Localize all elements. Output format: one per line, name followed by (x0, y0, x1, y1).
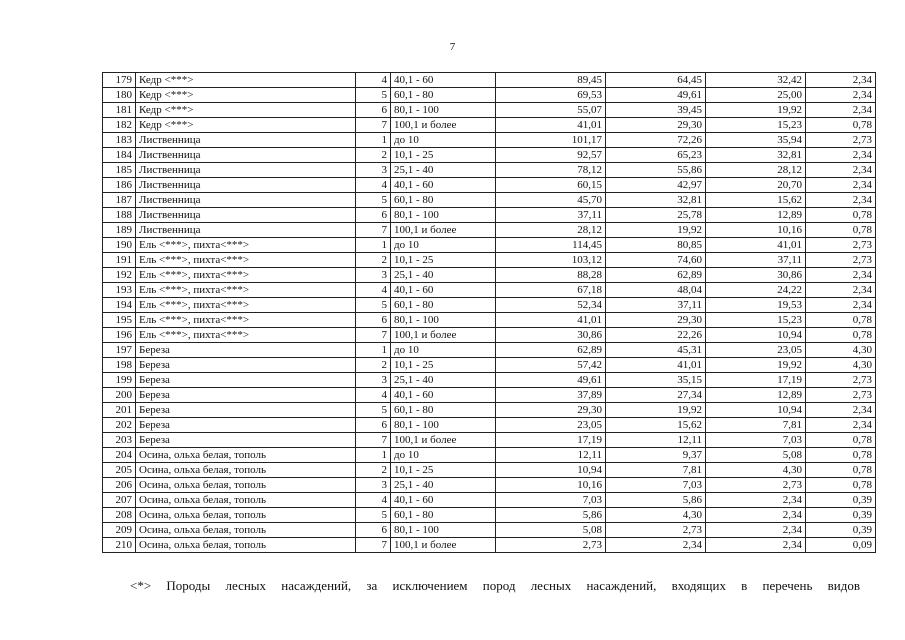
rate-cell-4: 2,73 (806, 388, 876, 403)
age-range-cell: 60,1 - 80 (391, 508, 496, 523)
species-cell: Береза (136, 433, 356, 448)
age-range-cell: 100,1 и более (391, 118, 496, 133)
rate-cell-3: 15,23 (706, 313, 806, 328)
age-group-cell: 6 (356, 418, 391, 433)
rate-cell-1: 17,19 (496, 433, 606, 448)
table-row (103, 118, 876, 133)
age-group-cell: 1 (356, 238, 391, 253)
age-group-cell: 4 (356, 283, 391, 298)
rate-cell-3: 19,92 (706, 358, 806, 373)
species-cell: Осина, ольха белая, тополь (136, 523, 356, 538)
rate-cell-3: 2,34 (706, 493, 806, 508)
age-range-cell: 40,1 - 60 (391, 283, 496, 298)
table-row (103, 283, 876, 298)
rate-cell-1: 41,01 (496, 118, 606, 133)
row-number-cell: 195 (103, 313, 136, 328)
row-number-cell: 205 (103, 463, 136, 478)
age-group-cell: 1 (356, 343, 391, 358)
rate-cell-2: 62,89 (606, 268, 706, 283)
rate-cell-1: 45,70 (496, 193, 606, 208)
age-range-cell: 60,1 - 80 (391, 193, 496, 208)
age-range-cell: 100,1 и более (391, 433, 496, 448)
rate-cell-2: 22,26 (606, 328, 706, 343)
table-row (103, 478, 876, 493)
rate-cell-4: 0,78 (806, 478, 876, 493)
species-cell: Береза (136, 343, 356, 358)
row-number-cell: 206 (103, 478, 136, 493)
rate-cell-1: 23,05 (496, 418, 606, 433)
row-number-cell: 181 (103, 103, 136, 118)
age-range-cell: 40,1 - 60 (391, 493, 496, 508)
table-row (103, 313, 876, 328)
age-group-cell: 7 (356, 223, 391, 238)
rate-cell-4: 0,39 (806, 523, 876, 538)
table-row (103, 298, 876, 313)
rate-cell-4: 0,78 (806, 223, 876, 238)
rate-cell-3: 5,08 (706, 448, 806, 463)
rate-cell-3: 35,94 (706, 133, 806, 148)
table-row (103, 133, 876, 148)
rate-cell-2: 42,97 (606, 178, 706, 193)
table-row (103, 163, 876, 178)
species-cell: Кедр <***> (136, 88, 356, 103)
table-row (103, 403, 876, 418)
rate-cell-1: 37,11 (496, 208, 606, 223)
age-group-cell: 7 (356, 328, 391, 343)
rates-table (102, 72, 876, 553)
rate-cell-3: 15,62 (706, 193, 806, 208)
rate-cell-4: 0,78 (806, 118, 876, 133)
rate-cell-3: 19,53 (706, 298, 806, 313)
rate-cell-3: 25,00 (706, 88, 806, 103)
age-range-cell: 40,1 - 60 (391, 73, 496, 88)
age-range-cell: 80,1 - 100 (391, 418, 496, 433)
row-number-cell: 185 (103, 163, 136, 178)
age-range-cell: 10,1 - 25 (391, 253, 496, 268)
age-group-cell: 7 (356, 433, 391, 448)
table-row (103, 508, 876, 523)
rate-cell-4: 2,34 (806, 88, 876, 103)
rate-cell-4: 4,30 (806, 343, 876, 358)
age-range-cell: 80,1 - 100 (391, 523, 496, 538)
table-row (103, 448, 876, 463)
rate-cell-3: 10,94 (706, 403, 806, 418)
rate-cell-3: 12,89 (706, 208, 806, 223)
age-group-cell: 5 (356, 193, 391, 208)
rate-cell-3: 32,42 (706, 73, 806, 88)
age-range-cell: 40,1 - 60 (391, 388, 496, 403)
rate-cell-1: 60,15 (496, 178, 606, 193)
row-number-cell: 180 (103, 88, 136, 103)
age-group-cell: 4 (356, 178, 391, 193)
table-row (103, 373, 876, 388)
row-number-cell: 210 (103, 538, 136, 553)
rate-cell-3: 23,05 (706, 343, 806, 358)
row-number-cell: 203 (103, 433, 136, 448)
rate-cell-4: 2,34 (806, 283, 876, 298)
table-row (103, 433, 876, 448)
age-group-cell: 2 (356, 358, 391, 373)
rate-cell-3: 15,23 (706, 118, 806, 133)
rate-cell-1: 5,86 (496, 508, 606, 523)
species-cell: Осина, ольха белая, тополь (136, 508, 356, 523)
rate-cell-4: 0,09 (806, 538, 876, 553)
rate-cell-4: 0,78 (806, 448, 876, 463)
age-range-cell: 25,1 - 40 (391, 268, 496, 283)
rate-cell-3: 30,86 (706, 268, 806, 283)
rate-cell-2: 72,26 (606, 133, 706, 148)
age-group-cell: 4 (356, 388, 391, 403)
row-number-cell: 200 (103, 388, 136, 403)
table-row (103, 178, 876, 193)
species-cell: Кедр <***> (136, 103, 356, 118)
rate-cell-2: 7,81 (606, 463, 706, 478)
species-cell: Береза (136, 418, 356, 433)
rate-cell-4: 0,78 (806, 433, 876, 448)
rate-cell-2: 65,23 (606, 148, 706, 163)
rate-cell-2: 32,81 (606, 193, 706, 208)
species-cell: Кедр <***> (136, 118, 356, 133)
table-row (103, 523, 876, 538)
rate-cell-3: 10,94 (706, 328, 806, 343)
species-cell: Лиственница (136, 163, 356, 178)
rate-cell-1: 30,86 (496, 328, 606, 343)
rate-cell-3: 19,92 (706, 103, 806, 118)
rate-cell-2: 4,30 (606, 508, 706, 523)
rate-cell-2: 74,60 (606, 253, 706, 268)
age-range-cell: 80,1 - 100 (391, 103, 496, 118)
rate-cell-3: 12,89 (706, 388, 806, 403)
rate-cell-3: 2,34 (706, 508, 806, 523)
rate-cell-3: 41,01 (706, 238, 806, 253)
table-row (103, 418, 876, 433)
rate-cell-2: 64,45 (606, 73, 706, 88)
rate-cell-1: 114,45 (496, 238, 606, 253)
species-cell: Береза (136, 373, 356, 388)
rate-cell-2: 29,30 (606, 313, 706, 328)
age-range-cell: до 10 (391, 238, 496, 253)
table-row (103, 88, 876, 103)
age-group-cell: 4 (356, 73, 391, 88)
table-row (103, 253, 876, 268)
rate-cell-2: 15,62 (606, 418, 706, 433)
row-number-cell: 183 (103, 133, 136, 148)
age-range-cell: 100,1 и более (391, 538, 496, 553)
rate-cell-1: 10,94 (496, 463, 606, 478)
rate-cell-2: 35,15 (606, 373, 706, 388)
age-group-cell: 7 (356, 538, 391, 553)
species-cell: Лиственница (136, 193, 356, 208)
table-row (103, 148, 876, 163)
rate-cell-4: 2,34 (806, 163, 876, 178)
rate-cell-2: 29,30 (606, 118, 706, 133)
age-range-cell: 80,1 - 100 (391, 313, 496, 328)
age-group-cell: 3 (356, 478, 391, 493)
rate-cell-2: 80,85 (606, 238, 706, 253)
age-range-cell: 10,1 - 25 (391, 463, 496, 478)
rate-cell-3: 4,30 (706, 463, 806, 478)
species-cell: Кедр <***> (136, 73, 356, 88)
rate-cell-4: 0,78 (806, 208, 876, 223)
rate-cell-3: 10,16 (706, 223, 806, 238)
age-range-cell: 100,1 и более (391, 223, 496, 238)
rate-cell-1: 92,57 (496, 148, 606, 163)
age-range-cell: 60,1 - 80 (391, 403, 496, 418)
species-cell: Осина, ольха белая, тополь (136, 478, 356, 493)
rate-cell-2: 12,11 (606, 433, 706, 448)
age-group-cell: 5 (356, 508, 391, 523)
age-group-cell: 2 (356, 148, 391, 163)
rate-cell-2: 39,45 (606, 103, 706, 118)
rate-cell-4: 0,39 (806, 493, 876, 508)
table-row (103, 268, 876, 283)
age-range-cell: 80,1 - 100 (391, 208, 496, 223)
rate-cell-2: 19,92 (606, 403, 706, 418)
rate-cell-4: 2,73 (806, 373, 876, 388)
age-group-cell: 6 (356, 103, 391, 118)
table-row (103, 103, 876, 118)
species-cell: Ель <***>, пихта<***> (136, 313, 356, 328)
species-cell: Ель <***>, пихта<***> (136, 298, 356, 313)
table-body (103, 73, 876, 553)
rate-cell-2: 2,73 (606, 523, 706, 538)
row-number-cell: 198 (103, 358, 136, 373)
species-cell: Ель <***>, пихта<***> (136, 328, 356, 343)
rate-cell-4: 2,34 (806, 298, 876, 313)
rate-cell-3: 7,03 (706, 433, 806, 448)
rate-cell-4: 4,30 (806, 358, 876, 373)
rate-cell-1: 69,53 (496, 88, 606, 103)
age-range-cell: 25,1 - 40 (391, 163, 496, 178)
rate-cell-2: 55,86 (606, 163, 706, 178)
rate-cell-1: 57,42 (496, 358, 606, 373)
age-group-cell: 3 (356, 373, 391, 388)
rate-cell-4: 2,34 (806, 403, 876, 418)
age-group-cell: 6 (356, 313, 391, 328)
rate-cell-1: 7,03 (496, 493, 606, 508)
page-number: 7 (449, 41, 456, 53)
rate-cell-2: 5,86 (606, 493, 706, 508)
row-number-cell: 194 (103, 298, 136, 313)
table-row (103, 238, 876, 253)
rate-cell-1: 5,08 (496, 523, 606, 538)
species-cell: Береза (136, 388, 356, 403)
species-cell: Лиственница (136, 178, 356, 193)
footnote: <*> Породы лесных насаждений, за исключением пород лесных насаждений, входящих в перечень видов (130, 578, 860, 593)
age-group-cell: 3 (356, 268, 391, 283)
rate-cell-4: 2,73 (806, 238, 876, 253)
age-group-cell: 7 (356, 118, 391, 133)
table-row (103, 358, 876, 373)
rate-cell-1: 41,01 (496, 313, 606, 328)
species-cell: Лиственница (136, 208, 356, 223)
row-number-cell: 209 (103, 523, 136, 538)
rate-cell-4: 0,78 (806, 463, 876, 478)
rate-cell-3: 28,12 (706, 163, 806, 178)
row-number-cell: 199 (103, 373, 136, 388)
species-cell: Осина, ольха белая, тополь (136, 448, 356, 463)
age-range-cell: 25,1 - 40 (391, 373, 496, 388)
rate-cell-1: 52,34 (496, 298, 606, 313)
table-row (103, 388, 876, 403)
age-group-cell: 5 (356, 88, 391, 103)
row-number-cell: 191 (103, 253, 136, 268)
rate-cell-2: 41,01 (606, 358, 706, 373)
row-number-cell: 179 (103, 73, 136, 88)
rate-cell-1: 89,45 (496, 73, 606, 88)
row-number-cell: 197 (103, 343, 136, 358)
rate-cell-4: 2,34 (806, 103, 876, 118)
age-group-cell: 2 (356, 253, 391, 268)
rate-cell-1: 28,12 (496, 223, 606, 238)
rate-cell-3: 32,81 (706, 148, 806, 163)
age-group-cell: 1 (356, 448, 391, 463)
rate-cell-1: 62,89 (496, 343, 606, 358)
rate-cell-2: 9,37 (606, 448, 706, 463)
table-row (103, 538, 876, 553)
rate-cell-4: 0,78 (806, 328, 876, 343)
species-cell: Береза (136, 403, 356, 418)
rate-cell-4: 2,34 (806, 418, 876, 433)
species-cell: Лиственница (136, 133, 356, 148)
age-range-cell: до 10 (391, 133, 496, 148)
row-number-cell: 187 (103, 193, 136, 208)
species-cell: Ель <***>, пихта<***> (136, 268, 356, 283)
table-row (103, 328, 876, 343)
table-row (103, 343, 876, 358)
rate-cell-2: 27,34 (606, 388, 706, 403)
table-row (103, 193, 876, 208)
table-row (103, 493, 876, 508)
rate-cell-2: 45,31 (606, 343, 706, 358)
rate-cell-3: 7,81 (706, 418, 806, 433)
rate-cell-1: 78,12 (496, 163, 606, 178)
rate-cell-1: 67,18 (496, 283, 606, 298)
rate-cell-4: 2,34 (806, 73, 876, 88)
row-number-cell: 201 (103, 403, 136, 418)
rate-cell-2: 25,78 (606, 208, 706, 223)
rate-cell-3: 20,70 (706, 178, 806, 193)
table-row (103, 208, 876, 223)
rate-cell-4: 2,34 (806, 148, 876, 163)
species-cell: Ель <***>, пихта<***> (136, 283, 356, 298)
rate-cell-4: 2,34 (806, 268, 876, 283)
row-number-cell: 184 (103, 148, 136, 163)
rate-cell-1: 12,11 (496, 448, 606, 463)
row-number-cell: 182 (103, 118, 136, 133)
rate-cell-1: 2,73 (496, 538, 606, 553)
age-range-cell: 60,1 - 80 (391, 298, 496, 313)
rate-cell-2: 2,34 (606, 538, 706, 553)
age-group-cell: 6 (356, 208, 391, 223)
species-cell: Осина, ольха белая, тополь (136, 463, 356, 478)
rate-cell-3: 24,22 (706, 283, 806, 298)
row-number-cell: 207 (103, 493, 136, 508)
rate-cell-1: 37,89 (496, 388, 606, 403)
age-range-cell: 60,1 - 80 (391, 88, 496, 103)
rate-cell-4: 0,78 (806, 313, 876, 328)
rate-cell-1: 88,28 (496, 268, 606, 283)
table-row (103, 223, 876, 238)
row-number-cell: 196 (103, 328, 136, 343)
rate-cell-3: 2,34 (706, 523, 806, 538)
table-row (103, 463, 876, 478)
rate-cell-4: 2,34 (806, 193, 876, 208)
species-cell: Ель <***>, пихта<***> (136, 238, 356, 253)
age-range-cell: 40,1 - 60 (391, 178, 496, 193)
age-range-cell: 10,1 - 25 (391, 148, 496, 163)
rate-cell-1: 101,17 (496, 133, 606, 148)
age-group-cell: 3 (356, 163, 391, 178)
species-cell: Осина, ольха белая, тополь (136, 493, 356, 508)
rate-cell-1: 29,30 (496, 403, 606, 418)
row-number-cell: 192 (103, 268, 136, 283)
species-cell: Береза (136, 358, 356, 373)
rate-cell-2: 48,04 (606, 283, 706, 298)
row-number-cell: 193 (103, 283, 136, 298)
age-range-cell: до 10 (391, 448, 496, 463)
rate-cell-4: 0,39 (806, 508, 876, 523)
rate-cell-1: 10,16 (496, 478, 606, 493)
age-range-cell: 25,1 - 40 (391, 478, 496, 493)
row-number-cell: 204 (103, 448, 136, 463)
row-number-cell: 208 (103, 508, 136, 523)
row-number-cell: 190 (103, 238, 136, 253)
rate-cell-2: 7,03 (606, 478, 706, 493)
rate-cell-4: 2,34 (806, 178, 876, 193)
rate-cell-4: 2,73 (806, 133, 876, 148)
age-group-cell: 5 (356, 298, 391, 313)
species-cell: Ель <***>, пихта<***> (136, 253, 356, 268)
rate-cell-4: 2,73 (806, 253, 876, 268)
age-group-cell: 1 (356, 133, 391, 148)
rate-cell-1: 49,61 (496, 373, 606, 388)
table-row (103, 73, 876, 88)
row-number-cell: 186 (103, 178, 136, 193)
rate-cell-2: 37,11 (606, 298, 706, 313)
rate-cell-1: 55,07 (496, 103, 606, 118)
age-group-cell: 5 (356, 403, 391, 418)
row-number-cell: 202 (103, 418, 136, 433)
species-cell: Лиственница (136, 148, 356, 163)
age-range-cell: 100,1 и более (391, 328, 496, 343)
species-cell: Осина, ольха белая, тополь (136, 538, 356, 553)
age-range-cell: 10,1 - 25 (391, 358, 496, 373)
rate-cell-3: 17,19 (706, 373, 806, 388)
rate-cell-2: 49,61 (606, 88, 706, 103)
rate-cell-3: 2,34 (706, 538, 806, 553)
row-number-cell: 188 (103, 208, 136, 223)
species-cell: Лиственница (136, 223, 356, 238)
row-number-cell: 189 (103, 223, 136, 238)
rate-cell-3: 37,11 (706, 253, 806, 268)
rate-cell-2: 19,92 (606, 223, 706, 238)
age-group-cell: 4 (356, 493, 391, 508)
age-group-cell: 2 (356, 463, 391, 478)
rate-cell-3: 2,73 (706, 478, 806, 493)
age-group-cell: 6 (356, 523, 391, 538)
age-range-cell: до 10 (391, 343, 496, 358)
rate-cell-1: 103,12 (496, 253, 606, 268)
